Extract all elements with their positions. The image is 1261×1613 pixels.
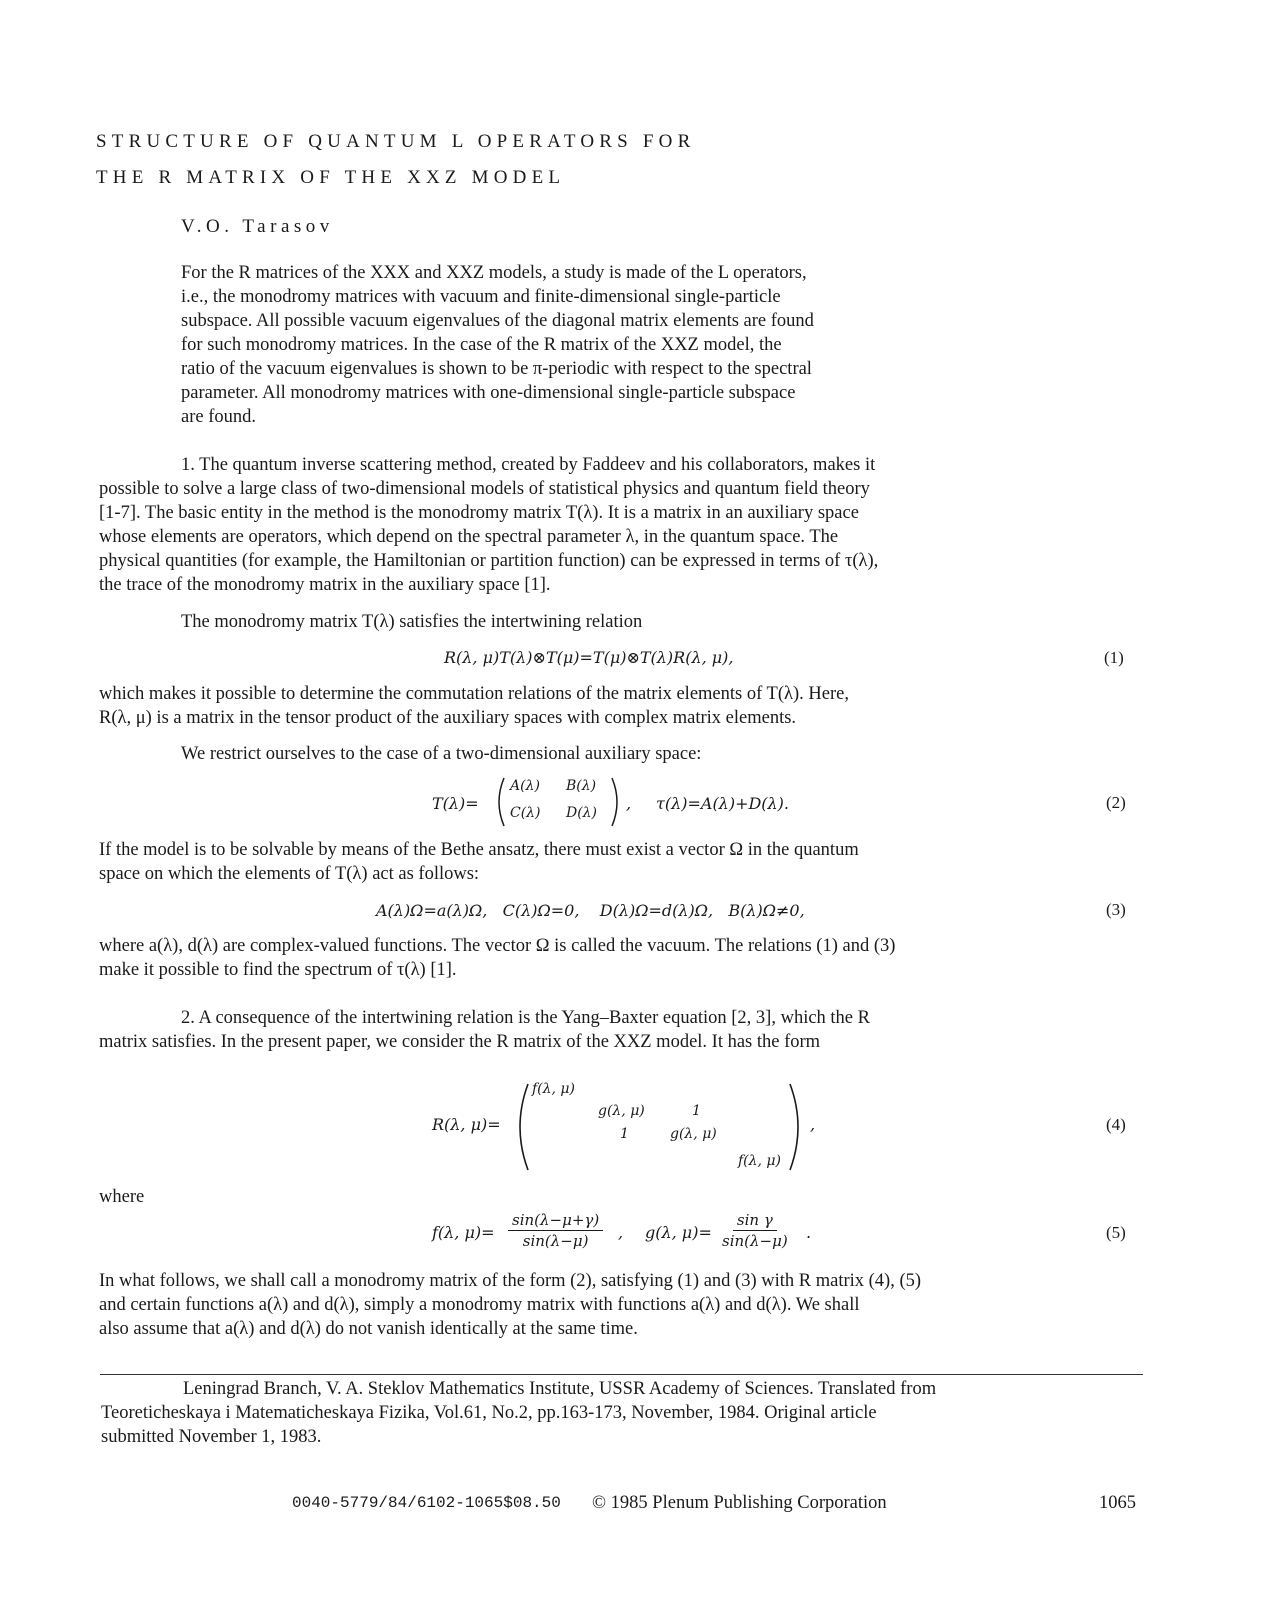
body-line: also assume that a(λ) and d(λ) do not vanish identically at the same time. [99,1319,638,1339]
footnote-line: Teoreticheskaya i Matematicheskaya Fizika, Vol.61, No.2, pp.163-173, November, 1984. Original article [101,1403,877,1423]
body-line: R(λ, μ) is a matrix in the tensor product of the auxiliary spaces with complex matrix elements. [99,708,797,728]
where-label: where [99,1187,145,1207]
body-line: 1. The quantum inverse scattering method, created by Faddeev and his collaborators, makes it [181,455,876,475]
right-paren-icon [610,776,624,828]
body-line: which makes it possible to determine the commutation relations of the matrix elements of T(λ). Here, [99,684,849,704]
body-line: matrix satisfies. In the present paper, we consider the R matrix of the XXZ model. It has the form [99,1032,821,1052]
r-matrix-one-23: 1 [692,1103,701,1119]
abstract-line: For the R matrices of the XXX and XXZ models, a study is made of the L operators, [181,263,807,283]
left-paren-icon [492,776,506,828]
footnote-line: submitted November 1, 1983. [101,1427,322,1447]
abstract-line: are found. [181,407,256,427]
eq5-f-denominator: sin(λ−μ) [522,1232,589,1250]
abstract-line: parameter. All monodromy matrices with one-dimensional single-particle subspace [181,383,796,403]
eq5-f-fraction [508,1211,603,1250]
eq4-lhs: R(λ, μ)= [432,1115,501,1134]
body-line: If the model is to be solvable by means of the Bethe ansatz, there must exist a vector Ω in the quantum [99,840,859,860]
body-line: space on which the elements of T(λ) act as follows: [99,864,480,884]
eq2-lhs: T(λ)= [432,794,479,813]
r-matrix-g22: g(λ, μ) [598,1103,645,1119]
article-code: 0040-5779/84/6102-1065$08.50 [292,1494,561,1512]
title-line-1: STRUCTURE OF QUANTUM L OPERATORS FOR [96,131,696,152]
eq5-comma: , [618,1223,624,1242]
body-line: In what follows, we shall call a monodromy matrix of the form (2), satisfying (1) and (3) with R matrix (4), (5) [99,1271,922,1291]
page-number: 1065 [1099,1493,1136,1513]
eq2-b: B(λ) [566,778,597,794]
equation-number-3: (3) [1106,900,1126,919]
eq2-a: A(λ) [510,778,540,794]
eq5-g-lhs: g(λ, μ)= [645,1223,712,1242]
equation-1: R(λ, μ)T(λ)⊗T(μ)=T(μ)⊗T(λ)R(λ, μ), [444,648,734,667]
abstract-line: for such monodromy matrices. In the case of the R matrix of the XXZ model, the [181,335,782,355]
r-matrix-one-32: 1 [620,1126,629,1142]
body-line: make it possible to find the spectrum of τ(λ) [1]. [99,960,457,980]
body-line: physical quantities (for example, the Hamiltonian or partition function) can be expressed in terms of τ(λ), [99,551,879,571]
eq5-f-lhs: f(λ, μ)= [432,1223,495,1242]
body-line: 2. A consequence of the intertwining relation is the Yang–Baxter equation [2, 3], which the R [181,1008,870,1028]
r-matrix-f44: f(λ, μ) [738,1153,781,1169]
equation-number-5: (5) [1106,1223,1126,1242]
abstract-line: i.e., the monodromy matrices with vacuum and finite-dimensional single-particle [181,287,781,307]
copyright: © 1985 Plenum Publishing Corporation [592,1493,887,1513]
eq4-comma: , [810,1115,816,1134]
body-line: the trace of the monodromy matrix in the auxiliary space [1]. [99,575,551,595]
body-line: The monodromy matrix T(λ) satisfies the intertwining relation [181,612,643,632]
equation-number-2: (2) [1106,793,1126,812]
r-matrix-g33: g(λ, μ) [670,1126,717,1142]
body-line: where a(λ), d(λ) are complex-valued functions. The vector Ω is called the vacuum. The relations (1) and (3) [99,936,896,956]
eq2-rhs: τ(λ)=A(λ)+D(λ). [656,794,790,813]
eq5-g-numerator: sin γ [733,1211,777,1231]
left-paren-icon [510,1082,530,1172]
footnote-line: Leningrad Branch, V. A. Steklov Mathematics Institute, USSR Academy of Sciences. Translated from [183,1379,937,1399]
eq2-comma: , [626,794,632,813]
eq5-g-fraction [718,1211,792,1250]
eq2-c: C(λ) [510,805,541,821]
r-matrix-f11: f(λ, μ) [532,1081,575,1097]
eq5-g-denominator: sin(λ−μ) [722,1232,788,1250]
body-line: whose elements are operators, which depend on the spectral parameter λ, in the quantum space. The [99,527,839,547]
eq5-f-numerator: sin(λ−μ+γ) [508,1211,603,1231]
equation-number-4: (4) [1106,1115,1126,1134]
equation-number-1: (1) [1104,648,1124,667]
equation-3: A(λ)Ω=a(λ)Ω, C(λ)Ω=0, D(λ)Ω=d(λ)Ω, B(λ)Ω≠0, [376,901,805,920]
abstract-line: ratio of the vacuum eigenvalues is shown to be π-periodic with respect to the spectral [181,359,812,379]
eq2-d: D(λ) [566,805,598,821]
body-line: and certain functions a(λ) and d(λ), simply a monodromy matrix with functions a(λ) and d(λ). We shall [99,1295,860,1315]
abstract-line: subspace. All possible vacuum eigenvalues of the diagonal matrix elements are found [181,311,814,331]
body-line: possible to solve a large class of two-dimensional models of statistical physics and quantum field theory [99,479,870,499]
right-paren-icon [788,1082,808,1172]
title-line-2: THE R MATRIX OF THE XXZ MODEL [96,167,566,188]
footnote-divider [100,1374,1143,1375]
author: V.O. Tarasov [181,216,334,237]
body-line: We restrict ourselves to the case of a two-dimensional auxiliary space: [181,744,702,764]
eq5-period: . [806,1223,812,1242]
body-line: [1-7]. The basic entity in the method is the monodromy matrix T(λ). It is a matrix in an auxiliary space [99,503,859,523]
